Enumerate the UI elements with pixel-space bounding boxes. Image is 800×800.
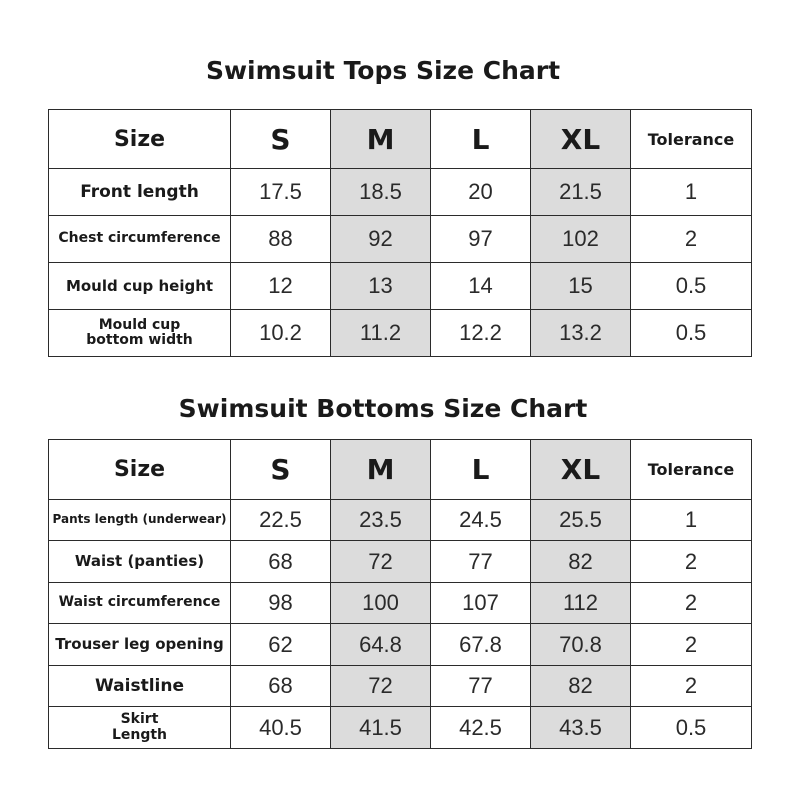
row-label: Waistline: [49, 666, 231, 707]
value-s: 10.2: [231, 310, 331, 357]
value-tolerance: 1: [631, 500, 752, 541]
value-xl: 82: [531, 541, 631, 583]
value-l: 67.8: [431, 624, 531, 666]
value-xl: 70.8: [531, 624, 631, 666]
value-l: 42.5: [431, 707, 531, 749]
value-s: 68: [231, 666, 331, 707]
value-m: 72: [331, 541, 431, 583]
bottoms-chart-title: Swimsuit Bottoms Size Chart: [178, 394, 588, 423]
value-s: 98: [231, 583, 331, 624]
value-m: 11.2: [331, 310, 431, 357]
table-row: [49, 263, 752, 310]
size-header: Size: [49, 110, 231, 169]
size-m-header: M: [331, 110, 431, 169]
value-xl: 25.5: [531, 500, 631, 541]
value-l: 77: [431, 541, 531, 583]
value-tolerance: 2: [631, 541, 752, 583]
row-label: Pants length (underwear): [49, 500, 231, 541]
value-tolerance: 0.5: [631, 707, 752, 749]
value-l: 14: [431, 263, 531, 310]
value-m: 64.8: [331, 624, 431, 666]
table-row: [49, 169, 752, 216]
table-header-row: [49, 110, 752, 169]
table-row: [49, 216, 752, 263]
table-row: [49, 666, 752, 707]
value-tolerance: 2: [631, 624, 752, 666]
value-xl: 15: [531, 263, 631, 310]
size-header: Size: [49, 440, 231, 500]
value-s: 17.5: [231, 169, 331, 216]
value-s: 62: [231, 624, 331, 666]
table-row: [49, 310, 752, 357]
table-row: [49, 583, 752, 624]
value-s: 40.5: [231, 707, 331, 749]
row-label: Mould cup height: [49, 263, 231, 310]
value-s: 12: [231, 263, 331, 310]
value-tolerance: 0.5: [631, 263, 752, 310]
value-s: 88: [231, 216, 331, 263]
value-tolerance: 2: [631, 216, 752, 263]
value-s: 22.5: [231, 500, 331, 541]
row-label-line: Length: [111, 726, 168, 743]
row-label: Chest circumference: [49, 216, 231, 263]
tolerance-header: Tolerance: [631, 110, 752, 169]
value-xl: 13.2: [531, 310, 631, 357]
value-tolerance: 2: [631, 666, 752, 707]
tolerance-header: Tolerance: [631, 440, 752, 500]
value-m: 100: [331, 583, 431, 624]
size-s-header: S: [231, 110, 331, 169]
table-header-row: [49, 440, 752, 500]
value-xl: 43.5: [531, 707, 631, 749]
value-xl: 112: [531, 583, 631, 624]
value-l: 107: [431, 583, 531, 624]
bottoms-size-table: [48, 439, 752, 749]
size-s-header: S: [231, 440, 331, 500]
value-l: 12.2: [431, 310, 531, 357]
size-xl-header: XL: [531, 110, 631, 169]
value-tolerance: 1: [631, 169, 752, 216]
value-tolerance: 2: [631, 583, 752, 624]
size-l-header: L: [431, 110, 531, 169]
value-m: 13: [331, 263, 431, 310]
row-label-line: Mould cup: [98, 316, 181, 333]
table-row: [49, 500, 752, 541]
value-m: 72: [331, 666, 431, 707]
table-row: [49, 707, 752, 749]
value-xl: 21.5: [531, 169, 631, 216]
value-m: 18.5: [331, 169, 431, 216]
value-l: 20: [431, 169, 531, 216]
value-l: 24.5: [431, 500, 531, 541]
row-label-line: bottom width: [86, 332, 193, 348]
row-label: Waist circumference: [49, 583, 231, 624]
value-xl: 82: [531, 666, 631, 707]
row-label: Waist (panties): [49, 541, 231, 583]
table-row: [49, 624, 752, 666]
size-l-header: L: [431, 440, 531, 500]
value-xl: 102: [531, 216, 631, 263]
tops-chart-title: Swimsuit Tops Size Chart: [205, 56, 561, 85]
size-m-header: M: [331, 440, 431, 500]
row-label-line: Skirt: [120, 711, 159, 728]
value-m: 92: [331, 216, 431, 263]
row-label: Front length: [49, 169, 231, 216]
value-l: 77: [431, 666, 531, 707]
size-xl-header: XL: [531, 440, 631, 500]
row-label: [49, 310, 231, 357]
row-label: Trouser leg opening: [49, 624, 231, 666]
value-tolerance: 0.5: [631, 310, 752, 357]
value-s: 68: [231, 541, 331, 583]
tops-size-table: [48, 109, 752, 357]
value-l: 97: [431, 216, 531, 263]
table-row: [49, 541, 752, 583]
value-m: 23.5: [331, 500, 431, 541]
value-m: 41.5: [331, 707, 431, 749]
row-label: [49, 707, 231, 749]
